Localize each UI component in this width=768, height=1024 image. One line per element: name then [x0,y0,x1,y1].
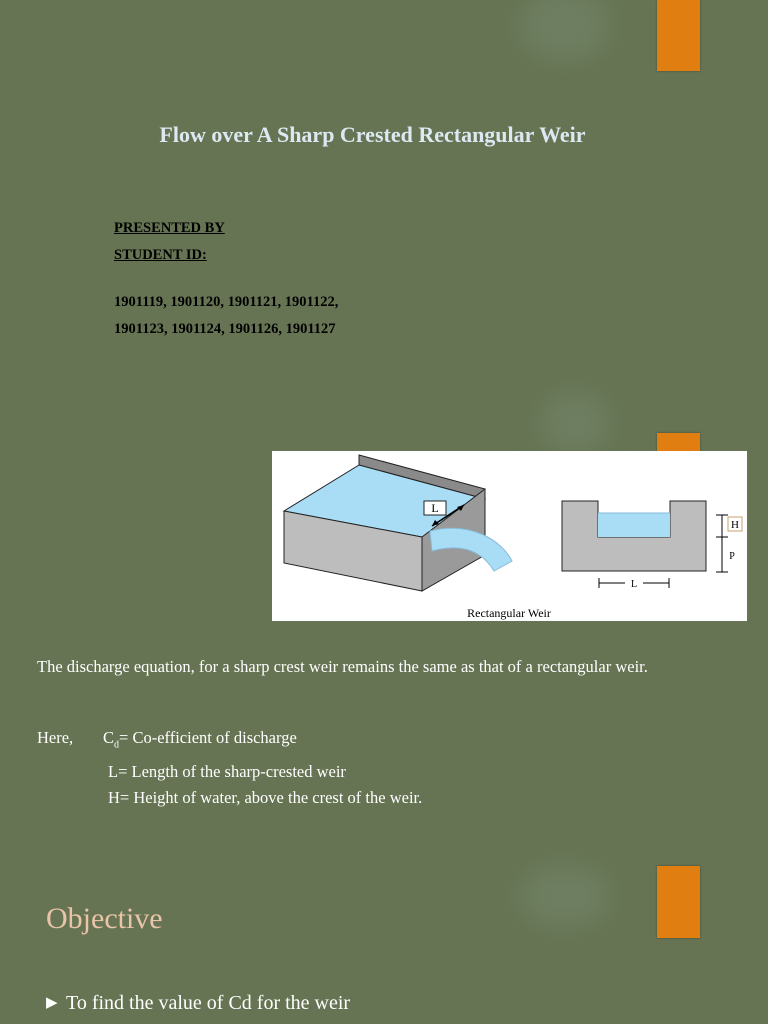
h-definition: H= Height of water, above the crest of the weir. [108,788,423,807]
weir-diagram [272,451,747,621]
slide-title [0,0,768,433]
accent-bar [657,433,700,451]
presented-by-label: PRESENTED BY [114,220,225,236]
cd-definition-text: = Co-efficient of discharge [119,728,297,747]
slide-discharge [0,433,768,866]
objective-bullet-text: To find the value of Cd for the weir [66,992,351,1014]
objective-bullet [46,992,350,1015]
figure-caption: Rectangular Weir [467,606,551,620]
slide-title-text: Flow over A Sharp Crested Rectangular Weir [159,122,586,147]
background-glow [520,0,610,60]
cd-definition [103,728,297,750]
figure-label-l-box: L [431,501,439,515]
l-definition: L= Length of the sharp-crested weir [108,762,346,781]
cd-subscript: d [114,739,120,751]
figure-label-l-dim: L [630,579,638,590]
triangle-right-icon: ▶ [46,995,58,1011]
rectangular-weir-figure [272,451,747,621]
student-id-label: STUDENT ID: [114,247,207,263]
figure-label-h: H [731,519,739,531]
here-label: Here, [37,728,74,747]
student-ids-line-1: 1901119, 1901120, 1901121, 1901122, [114,294,339,310]
accent-bar [657,866,700,938]
discharge-text: The discharge equation, for a sharp crest weir remains the same as that of a rectangular weir. [37,657,648,676]
student-ids-line-2: 1901123, 1901124, 1901126, 1901127 [114,321,336,337]
objective-heading: Objective [46,902,163,935]
accent-bar [657,0,700,71]
background-glow [540,393,610,453]
background-glow [520,866,610,926]
figure-label-p: P [729,551,735,562]
slide-objective [0,866,768,1024]
cd-symbol: C [103,728,115,747]
